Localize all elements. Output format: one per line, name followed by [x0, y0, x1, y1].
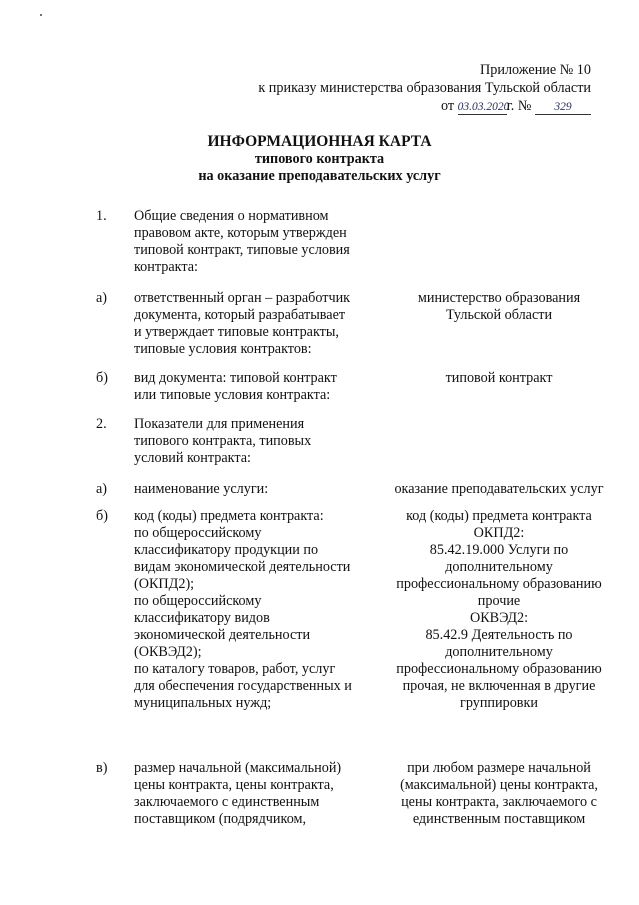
item-description	[134, 370, 369, 404]
text-line: 85.42.19.000 Услуги по	[429, 542, 569, 558]
text-line: вид документа: типовой контракт	[134, 370, 337, 386]
item-number: а)	[96, 481, 108, 497]
text-line: дополнительному	[445, 644, 553, 660]
appendix-label: Приложение № 10	[480, 62, 591, 78]
text-line: муниципальных нужд;	[134, 695, 272, 711]
order-date-number	[441, 98, 591, 115]
text-line: поставщиком (подрядчиком,	[134, 811, 307, 827]
text-line: или типовые условия контракта:	[134, 387, 331, 403]
text-line: профессиональному образованию	[396, 576, 602, 592]
order-reference: к приказу министерства образования Тульской области	[258, 80, 591, 96]
text-line: типовой контракт	[445, 370, 553, 386]
text-line: ОКПД2:	[473, 525, 525, 541]
text-line: Показатели для применения	[134, 416, 305, 432]
text-line: Общие сведения о нормативном	[134, 208, 329, 224]
item-number: б)	[96, 508, 108, 524]
text-line: типовые условия контрактов:	[134, 341, 312, 357]
handwritten-date: 03.03.2020	[457, 101, 510, 113]
text-line: код (коды) предмета контракта:	[134, 508, 324, 524]
item-value	[383, 760, 615, 828]
text-line: наименование услуги:	[134, 481, 269, 497]
text-line: цены контракта, заключаемого с	[401, 794, 597, 810]
text-line: единственным поставщиком	[412, 811, 586, 827]
item-description	[134, 416, 369, 467]
item-number: 2.	[96, 416, 107, 432]
text-line: (ОКВЭД2);	[134, 644, 202, 660]
document-subtitle-2: на оказание преподавательских услуг	[198, 168, 441, 184]
text-line: профессиональному образованию	[396, 661, 602, 677]
text-line: ОКВЭД2:	[469, 610, 529, 626]
item-description	[134, 760, 369, 828]
text-line: правовом акте, которым утвержден	[134, 225, 347, 241]
text-line: видам экономической деятельности	[134, 559, 351, 575]
item-number: 1.	[96, 208, 107, 224]
document-subtitle: типового контракта	[254, 151, 385, 167]
text-line: оказание преподавательских услуг	[394, 481, 604, 497]
item-description	[134, 508, 369, 712]
text-line: контракта:	[134, 259, 198, 275]
text-line: экономической деятельности	[134, 627, 311, 643]
text-line: 85.42.9 Деятельность по	[425, 627, 573, 643]
text-line: код (коды) предмета контракта	[406, 508, 592, 524]
date-prefix: от	[440, 98, 455, 114]
item-value	[376, 481, 622, 498]
text-line: по общероссийскому	[134, 593, 262, 609]
item-value	[383, 370, 615, 387]
text-line: при любом размере начальной	[407, 760, 591, 776]
text-line: для обеспечения государственных и	[134, 678, 352, 694]
text-line: заключаемого с единственным	[134, 794, 320, 810]
text-line: (максимальной) цены контракта,	[400, 777, 598, 793]
text-line: и утверждает типовые контракты,	[134, 324, 339, 340]
item-description	[134, 481, 369, 498]
handwritten-number: 329	[535, 101, 591, 115]
text-line: дополнительному	[445, 559, 553, 575]
scan-speck	[40, 14, 42, 16]
item-number: б)	[96, 370, 108, 386]
item-description	[134, 290, 369, 358]
text-line: документа, который разрабатывает	[134, 307, 346, 323]
text-line: министерство образования	[417, 290, 581, 306]
document-title: ИНФОРМАЦИОННАЯ КАРТА	[207, 133, 432, 150]
text-line: прочие	[477, 593, 521, 609]
text-line: прочая, не включенная в другие	[402, 678, 596, 694]
text-line: Тульской области	[445, 307, 553, 323]
item-number: а)	[96, 290, 108, 306]
text-line: типового контракта, типовых	[134, 433, 312, 449]
text-line: по общероссийскому	[134, 525, 262, 541]
text-line: цены контракта, цены контракта,	[134, 777, 334, 793]
text-line: размер начальной (максимальной)	[134, 760, 342, 776]
item-value	[383, 508, 615, 712]
text-line: типовой контракт, типовые условия	[134, 242, 350, 258]
number-prefix: г. №	[506, 98, 532, 114]
text-line: по каталогу товаров, работ, услуг	[134, 661, 336, 677]
text-line: условий контракта:	[134, 450, 251, 466]
text-line: группировки	[460, 695, 538, 711]
text-line: классификатору видов	[134, 610, 270, 626]
item-number: в)	[96, 760, 108, 776]
text-line: ответственный орган – разработчик	[134, 290, 351, 306]
text-line: (ОКПД2);	[134, 576, 195, 592]
item-description	[134, 208, 369, 276]
item-value	[383, 290, 615, 324]
text-line: классификатору продукции по	[134, 542, 319, 558]
